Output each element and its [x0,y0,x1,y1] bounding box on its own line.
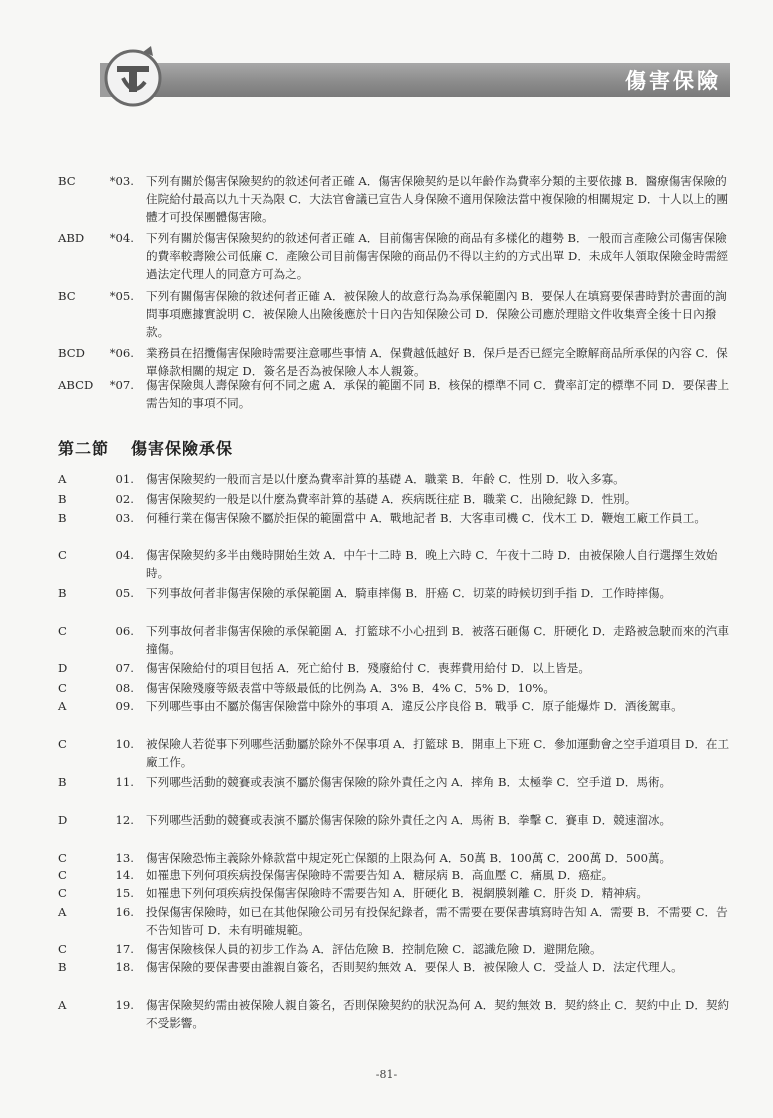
question-number: 19. [115,998,134,1012]
question-text: 傷害保險殘廢等級表當中等級最低的比例為 A．3% B．4% C．5% D．10%。 [146,681,555,695]
question-text: 傷害保險契約多半由幾時開始生效 A．中午十二時 B．晚上六時 C．午夜十二時 D．由被保險人自行選擇生效始時。 [146,548,718,580]
section-label: 第二節 [58,439,110,458]
question-number: *06. [109,346,134,360]
answer-key: BCD [58,346,85,360]
answer-key: A [58,998,67,1012]
answer-key: C [58,624,67,638]
question-number: 08. [115,681,134,695]
answer-key: C [58,737,67,751]
question-text: 如罹患下列何項疾病投保傷害保險時不需要告知 A．糖尿病 B．高血壓 C．痛風 D．癌症。 [146,868,614,882]
question-text: 傷害保險給付的項目包括 A．死亡給付 B．殘廢給付 C．喪葬費用給付 D．以上皆是。 [146,661,590,675]
answer-key: B [58,775,67,789]
question-number: 18. [115,960,134,974]
question-number: 06. [115,624,134,638]
question-text: 何種行業在傷害保險不屬於拒保的範圍當中 A．戰地記者 B．大客車司機 C．伐木工 D．鞭炮工廠工作員工。 [146,511,706,525]
question-number: *07. [109,378,134,392]
chapter-title: 傷害保險 [625,69,721,93]
question-number: 04. [115,548,134,562]
answer-key: BC [58,289,76,303]
page-header [0,0,773,120]
answer-key: A [58,472,67,486]
question-number: 05. [115,586,134,600]
answer-key: B [58,960,67,974]
question-text: 傷害保險核保人員的初步工作為 A．評估危險 B．控制危險 C．認識危險 D．避開危險。 [146,942,602,956]
answer-key: A [58,699,67,713]
question-number: *05. [109,289,134,303]
question-text: 傷害保險契約一般是以什麼為費率計算的基礎 A．疾病既往症 B．職業 C．出險紀錄 D．性別。 [146,492,637,506]
answer-key: C [58,851,67,865]
question-text: 下列哪些事由不屬於傷害保險當中除外的事項 A．違反公序良俗 B．戰爭 C．原子能爆炸 D．酒後駕車。 [146,699,683,713]
question-number: 09. [115,699,134,713]
question-number: 16. [115,905,134,919]
question-text: 傷害保險契約一般而言是以什麼為費率計算的基礎 A．職業 B．年齡 C．性別 D．收入多寡。 [146,472,625,486]
question-number: 13. [115,851,134,865]
question-text: 下列哪些活動的競賽或表演不屬於傷害保險的除外責任之內 A．摔角 B．太極拳 C．空手道 D．馬術。 [146,775,672,789]
question-number: 17. [115,942,134,956]
question-text: 傷害保險的要保書要由誰親自簽名，否則契約無效 A．要保人 B．被保險人 C．受益人 D．法定代理人。 [146,960,683,974]
question-text: 如罹患下列何項疾病投保傷害保險時不需要告知 A．肝硬化 B．視網膜剝離 C．肝炎 D．精神病。 [146,886,648,900]
question-text: 傷害保險與人壽保險有何不同之處 A．承保的範圍不同 B．核保的標準不同 C．費率訂定的標準不同 D．要保書上需告知的事項不同。 [146,378,730,410]
question-text: 下列有關傷害保險的敘述何者正確 A．被保險人的故意行為為承保範圍內 B．要保人在填寫要保書時對於書面的詢問事項應據實說明 C．被保險人出險後應於十日內告知保險公司 D．保險公司應於理賠文件收集齊全後十日內撥款。 [146,289,727,339]
question-number: 07. [115,661,134,675]
page-number: -81- [375,1068,398,1081]
question-number: 03. [115,511,134,525]
section-title: 傷害保險承保 [131,439,234,458]
answer-key: B [58,511,67,525]
answer-key: BC [58,174,76,188]
publisher-logo-icon [103,42,163,108]
question-text: 下列有關於傷害保險契約的敘述何者正確 A．目前傷害保險的商品有多樣化的趨勢 B．一般而言產險公司傷害保險的費率較壽險公司低廉 C．產險公司目前傷害保險的商品仍不得以主約的方式出單 D．未成年人領取保險金時需經過法定代理人的同意方可為之。 [146,231,729,281]
answer-key: C [58,942,67,956]
section-heading [58,436,255,459]
question-text: 下列有關於傷害保險契約的敘述何者正確 A．傷害保險契約是以年齡作為費率分類的主要依據 B．醫療傷害保險的住院給付最高以九十天為限 C．大法官會議已宣告人身保險不適用保險法當中複保險的相關規定 D．十人以上的團體才可投保團體傷害險。 [146,174,729,224]
question-number: 02. [115,492,134,506]
question-number: 01. [115,472,134,486]
question-number: *04. [109,231,134,245]
question-number: 11. [115,775,134,789]
answer-key: ABCD [58,378,94,392]
answer-key: C [58,548,67,562]
question-number: 15. [115,886,134,900]
answer-key: D [58,661,68,675]
question-text: 下列哪些活動的競賽或表演不屬於傷害保險的除外責任之內 A．馬術 B．拳擊 C．賽車 D．競速溜冰。 [146,813,672,827]
question-number: 10. [115,737,134,751]
question-number: 12. [115,813,134,827]
question-number: *03. [109,174,134,188]
answer-key: C [58,868,67,882]
question-text: 下列事故何者非傷害保險的承保範圍 A．打籃球不小心扭到 B．被落石砸傷 C．肝硬化 D．走路被急駛而來的汽車撞傷。 [146,624,730,656]
question-text: 投保傷害保險時，如已在其他保險公司另有投保紀錄者，需不需要在要保書填寫時告知 A．需要 B．不需要 C．告不告知皆可 D．未有明確規範。 [146,905,728,937]
question-text: 業務員在招攬傷害保險時需要注意哪些事情 A．保費越低越好 B．保戶是否已經完全瞭解商品所承保的內容 C．保單條款相關的規定 D．簽名是否為被保險人本人親簽。 [146,346,728,378]
question-number: 14. [115,868,134,882]
answer-key: B [58,492,67,506]
question-text: 下列事故何者非傷害保險的承保範圍 A．騎車摔傷 B．肝癌 C．切菜的時候切到手指 D．工作時摔傷。 [146,586,672,600]
question-text: 傷害保險恐怖主義除外條款當中規定死亡保額的上限為何 A．50萬 B．100萬 C．200萬 D．500萬。 [146,851,672,865]
question-text: 被保險人若從事下列哪些活動屬於除外不保事項 A．打籃球 B．開車上下班 C．參加運動會之空手道項目 D．在工廠工作。 [146,737,730,769]
answer-key: C [58,886,67,900]
answer-key: C [58,681,67,695]
answer-key: D [58,813,68,827]
answer-key: A [58,905,67,919]
answer-key: B [58,586,67,600]
answer-key: ABD [58,231,85,245]
question-text: 傷害保險契約需由被保險人親自簽名，否則保險契約的狀況為何 A．契約無效 B．契約終止 C．契約中止 D．契約不受影響。 [146,998,730,1030]
